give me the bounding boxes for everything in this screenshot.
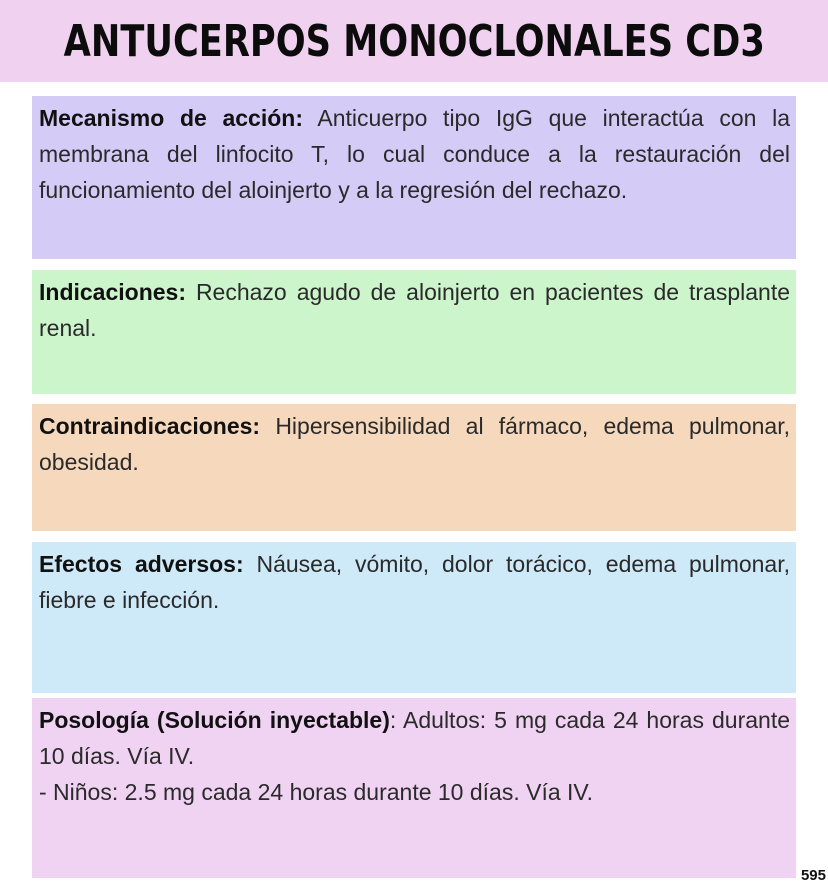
- indicaciones-label: Indicaciones:: [39, 279, 186, 305]
- indicaciones-paragraph: [39, 274, 790, 346]
- page-number: 595: [800, 867, 826, 884]
- contraindicaciones-label: Contraindicaciones:: [39, 413, 261, 439]
- section-efectos-adversos: [32, 542, 796, 693]
- posologia-ninos-line: - Niños: 2.5 mg cada 24 horas durante 10 días. Vía IV.: [39, 779, 594, 805]
- posologia-paragraph: [39, 702, 790, 774]
- efectos-text: Náusea, vómito, dolor torácico, edema pulmonar, fiebre e infección.: [39, 551, 791, 613]
- section-indicaciones: [32, 270, 796, 394]
- mecanismo-paragraph: [39, 100, 790, 208]
- posologia-label: Posología (Solución inyectable): [39, 707, 390, 733]
- efectos-paragraph: [39, 546, 790, 618]
- contraindicaciones-paragraph: [39, 408, 790, 480]
- contraindicaciones-text: Hipersensibilidad al fármaco, edema pulmonar, obesidad.: [39, 413, 790, 475]
- section-posologia: [32, 698, 796, 878]
- efectos-label: Efectos adversos:: [39, 551, 244, 577]
- mecanismo-label: Mecanismo de acción:: [39, 105, 303, 131]
- page-title: ANTUCERPOS MONOCLONALES CD3: [63, 15, 765, 67]
- section-mecanismo: [32, 96, 796, 259]
- mecanismo-text: Anticuerpo tipo IgG que interactúa con la membrana del linfocito T, lo cual conduce a la restauración del funcionamiento del aloinjerto y a la regresión del rechazo.: [39, 105, 790, 203]
- section-contraindicaciones: [32, 404, 796, 531]
- title-banner: [0, 0, 828, 82]
- posologia-text: : Adultos: 5 mg cada 24 horas durante 10 días. Vía IV.: [39, 707, 790, 769]
- indicaciones-text: Rechazo agudo de aloinjerto en pacientes de trasplante renal.: [39, 279, 790, 341]
